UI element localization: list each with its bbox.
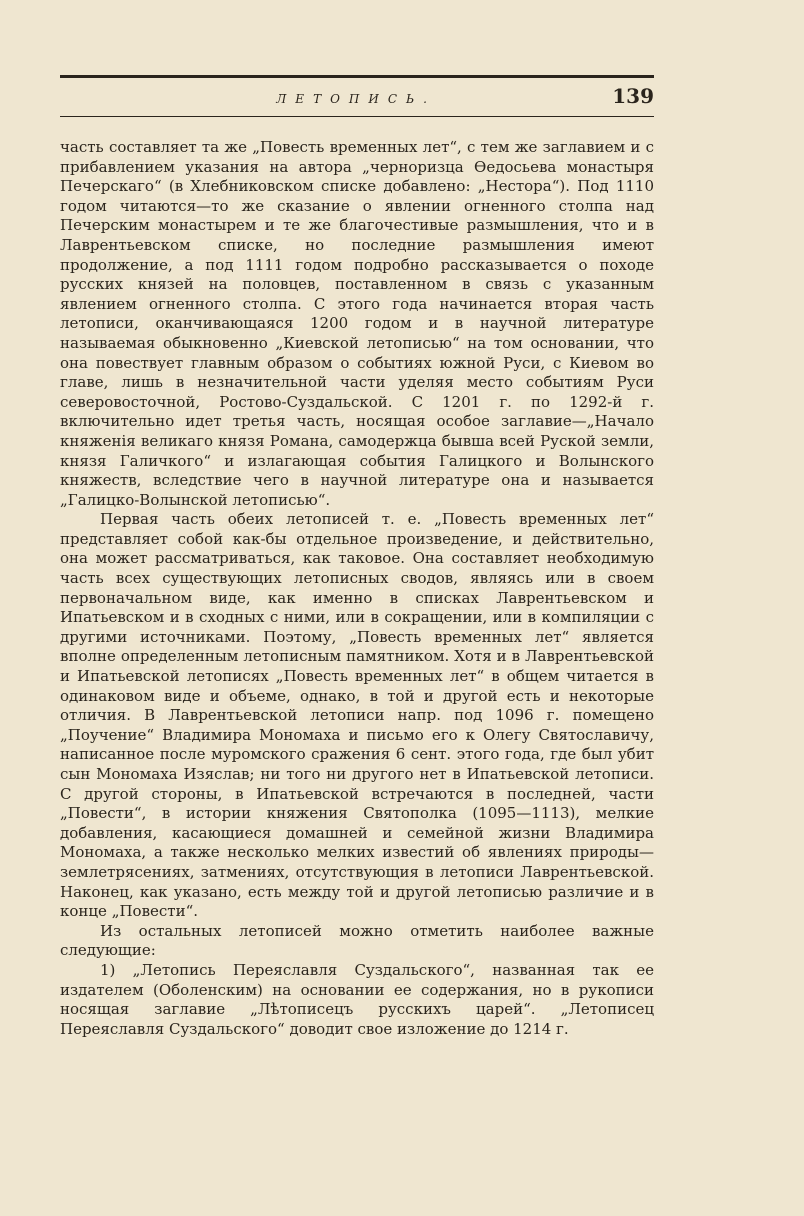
paragraph: Из остальных летописей можно отметить наиболее важные следующие:: [60, 921, 654, 960]
header-top-rule: [60, 75, 654, 78]
body-text: [60, 138, 654, 1039]
running-title: ЛЕТОПИСЬ.: [276, 92, 436, 106]
paragraph: 1) „Летопись Переяславля Суздальского“, названная так ее издателем (Оболенским) на основании ее содержания, но в рукописи носящая заглавие „Лѣтописецъ русскихъ царей“. „Летописец Переяславля Суздальского“ доводит свое изложение до 1214 г.: [60, 960, 654, 1038]
paragraph: часть составляет та же „Повесть временных лет“, с тем же заглавием и с прибавлением указания на автора „черноризца Өедосьева монастыря Печерскаго“ (в Хлебниковском списке добавлено: „Нестора“). Под 1110 годом читаются—то же сказание о явлении огненного столпа над Печерским монастырем и те же благочестивые размышления, что и в Лаврентьевском списке, но последние размышления имеют продолжение, а под 1111 годом подробно рассказывается о походе русских князей на половцев, поставленном в связь с указанным явлением огненного столпа. С этого года начинается вторая часть летописи, оканчивающаяся 1200 годом и в научной литературе называемая обыкновенно „Киевской летописью“ на том основании, что она повествует главным образом о событиях южной Руси, с Киевом во главе, лишь в незначительной части уделяя место событиям Руси северовосточной, Ростово-Суздальской. С 1201 г. по 1292-й г. включительно идет третья часть, носящая особое заглавие—„Начало княженія великаго князя Романа, самодержца бывша всей Руской земли, князя Галичкого“ и излагающая события Галицкого и Волынского княжеств, вследствие чего в научной литературе она и называется „Галицко-Волынской летописью“.: [60, 138, 654, 509]
page-number: 139: [612, 84, 654, 108]
header-bottom-rule: [60, 116, 654, 117]
running-header: [60, 84, 654, 114]
paragraph: Первая часть обеих летописей т. е. „Повесть временных лет“ представляет собой как-бы отдельное произведение, и действительно, она может рассматриваться, как таковое. Она составляет необходимую часть всех существующих летописных сводов, являясь или в своем первоначальном виде, как именно в списках Лаврентьевском и Ипатьевском и в сходных с ними, или в сокращении, или в компиляции с другими источниками. Поэтому, „Повесть временных лет“ является вполне определенным летописным памятником. Хотя и в Лаврентьевской и Ипатьевской летописях „Повесть временных лет“ в общем читается в одинаковом виде и объеме, однако, в той и другой есть и некоторые отличия. В Лаврентьевской летописи напр. под 1096 г. помещено „Поучение“ Владимира Мономаха и письмо его к Олегу Святославичу, написанное после муромского сражения 6 сент. этого года, где был убит сын Мономаха Изяслав; ни того ни другого нет в Ипатьевской летописи. С другой стороны, в Ипатьевской встречаются в последней, части „Повести“, в истории княжения Святополка (1095—1113), мелкие добавления, касающиеся домашней и семейной жизни Владимира Мономаха, а также несколько мелких известий об явлениях природы—землетрясениях, затмениях, отсутствующия в летописи Лаврентьевской. Наконец, как указано, есть между той и другой летописью различие и в конце „Повести“.: [60, 510, 654, 921]
